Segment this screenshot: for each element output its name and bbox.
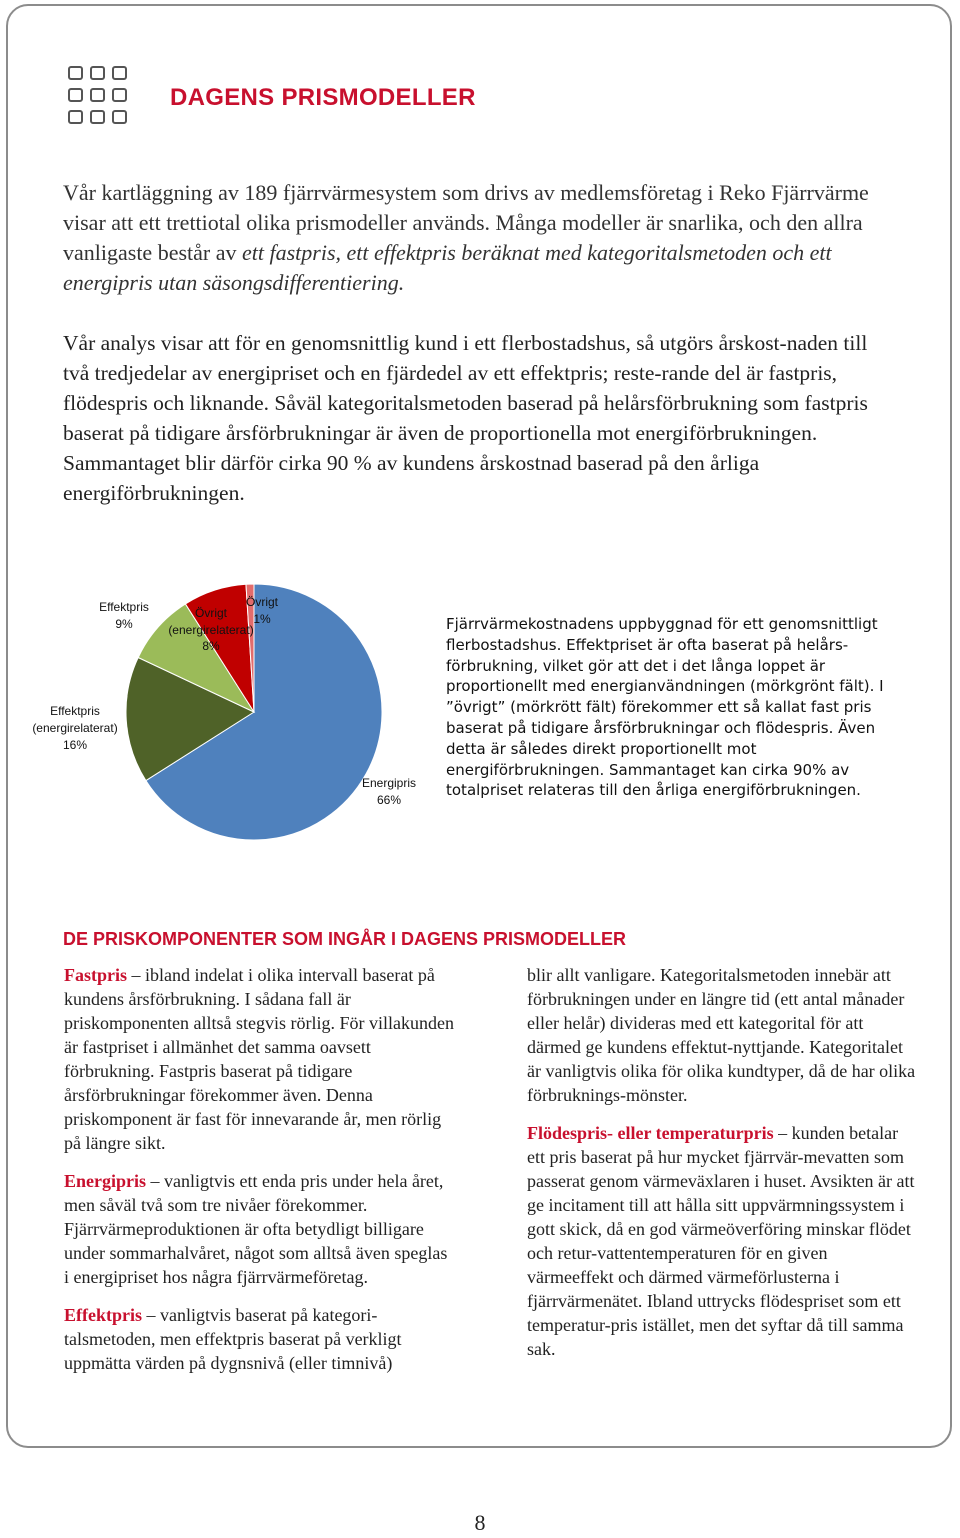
intro-italic-text: ett fastpris, ett effektpris beräknat med kategoritalsmetoden och ett energipris utan säsongsdifferentiering. <box>63 240 832 295</box>
label-effekt-pct: 9% <box>115 617 133 631</box>
chart-caption: Fjärrvärmekostnadens uppbyggnad för ett genomsnittligt flerbostadshus. Effektpriset är ofta baserat på helårs-förbrukning, vilket gör att det i det långa loppet är proportionellt med energianvändningen (mörkgrönt fält). I ”övrigt” (mörkrött fält) förekommer ett så kallat fast pris baserat på tidigare årsförbrukningar och flödespris. Även detta är således direkt proportionellt mot energiförbrukningen. Sammantaget kan cirka 90% av totalpriset relateras till den årliga energiförbrukningen. <box>446 615 884 800</box>
fastpris-text: – ibland indelat i olika intervall baserat på kundens årsförbrukning. I sådana fall är priskomponenten alltså stegvis rörlig. För villakunden är fastpriset i allmänhet det samma oavsett förbrukning. Fastpris baserat på tidigare årsförbrukningar förekommer även. Denna priskomponent är fast för innevarande år, men rörlig på längre sikt. <box>64 965 454 1153</box>
intro-text: Vår kartläggning av 189 fjärrvärmesystem som drivs av medlemsföretag i Reko Fjärrvärme visar att ett trettiotal olika prismodeller används. Många modeller är snarlika, och den allra vanligaste består av <box>63 180 869 265</box>
left-column <box>64 963 454 1389</box>
analysis-paragraph: Vår analys visar att för en genomsnittlig kund i ett flerbostadshus, så utgörs årskost-naden till två tredjedelar av energipriset och en fjärdedel av ett effektpris; reste-rande del är fastpris, flödespris och liknande. Såväl kategoritalsmetoden baserad på helårsförbrukning som fastpris baserat på tidigare årsförbrukningar är även de proportionella mot energiförbrukningen. Sammantaget blir därför cirka 90 % av kundens årskostnad baserad på den årliga energiförbrukningen. <box>63 331 868 505</box>
section-heading: DE PRISKOMPONENTER SOM INGÅR I DAGENS PRISMODELLER <box>63 929 627 949</box>
energipris-text: – vanligtvis ett enda pris under hela året, men såväl två som tre nivåer förekommer. Fjärrvärmeproduktionen är ofta betydligt billigare under sommarhalvåret, något som alltså även speglas i energipriset hos några fjärrvärmeföretag. <box>64 1171 448 1287</box>
label-energipris-name: Energipris <box>361 776 417 790</box>
page-number: 8 <box>474 1510 486 1535</box>
label-ovrigt-energi-2: (energirelaterat) <box>168 623 254 637</box>
label-ovrigt-name: Övrigt <box>245 595 279 609</box>
effektpris-text: – vanligtvis baserat på kategori-talsmetoden, men effektpris baserat på verkligt uppmätta värden på dygnsnivå (eller timnivå) <box>64 1305 402 1373</box>
intro-paragraph <box>63 178 893 298</box>
flodespris-term: Flödespris- eller temperaturpris <box>527 1123 774 1143</box>
fastpris-term: Fastpris <box>64 965 127 985</box>
label-effekt-energi-2: (energirelaterat) <box>32 721 118 735</box>
fastpris-paragraph <box>64 963 454 1155</box>
label-ovrigt-energi-pct: 8% <box>202 639 220 653</box>
label-energipris-pct: 66% <box>376 793 402 807</box>
effektpris-term: Effektpris <box>64 1305 142 1325</box>
logo-grid-icon <box>68 66 140 130</box>
label-ovrigt-pct: 1% <box>253 612 271 626</box>
flodespris-paragraph <box>527 1121 917 1361</box>
label-effekt-name: Effektpris <box>99 600 149 614</box>
flodespris-text: – kunden betalar ett pris baserat på hur mycket fjärrvär-mevatten som passerat genom värmeväxlaren i huset. Avsikten är att ge incitament till att hålla sitt uppvärmningssystem i gott skick, då en god värmeöverföring minskar flödet och retur-vattentemperaturen för en given värmeeffekt och därmed värmeförlusterna i fjärrvärmenätet. Ibland uttrycks flödespriset som ett temperatur-pris istället, men det syftar då till samma sak. <box>527 1123 915 1359</box>
label-ovrigt-energi-1: Övrigt <box>194 606 228 620</box>
continued-paragraph: blir allt vanligare. Kategoritalsmetoden innebär att förbrukningen under en längre tid (ett antal månader eller helår) divideras med ett kategorital för att därmed ge kundens effektut-nyttjande. Kategoritalet är vanligtvis olika för olika kundtyper, då de har olika förbruknings-mönster. <box>527 965 916 1105</box>
label-effekt-energi-pct: 16% <box>62 738 88 752</box>
right-column <box>527 963 917 1375</box>
energipris-term: Energipris <box>64 1171 147 1191</box>
label-effekt-energi-1: Effektpris <box>50 704 100 718</box>
page-title: DAGENS PRISMODELLER <box>170 84 476 111</box>
energipris-paragraph <box>64 1169 454 1289</box>
pie-chart <box>20 580 430 840</box>
effektpris-paragraph <box>64 1303 454 1375</box>
